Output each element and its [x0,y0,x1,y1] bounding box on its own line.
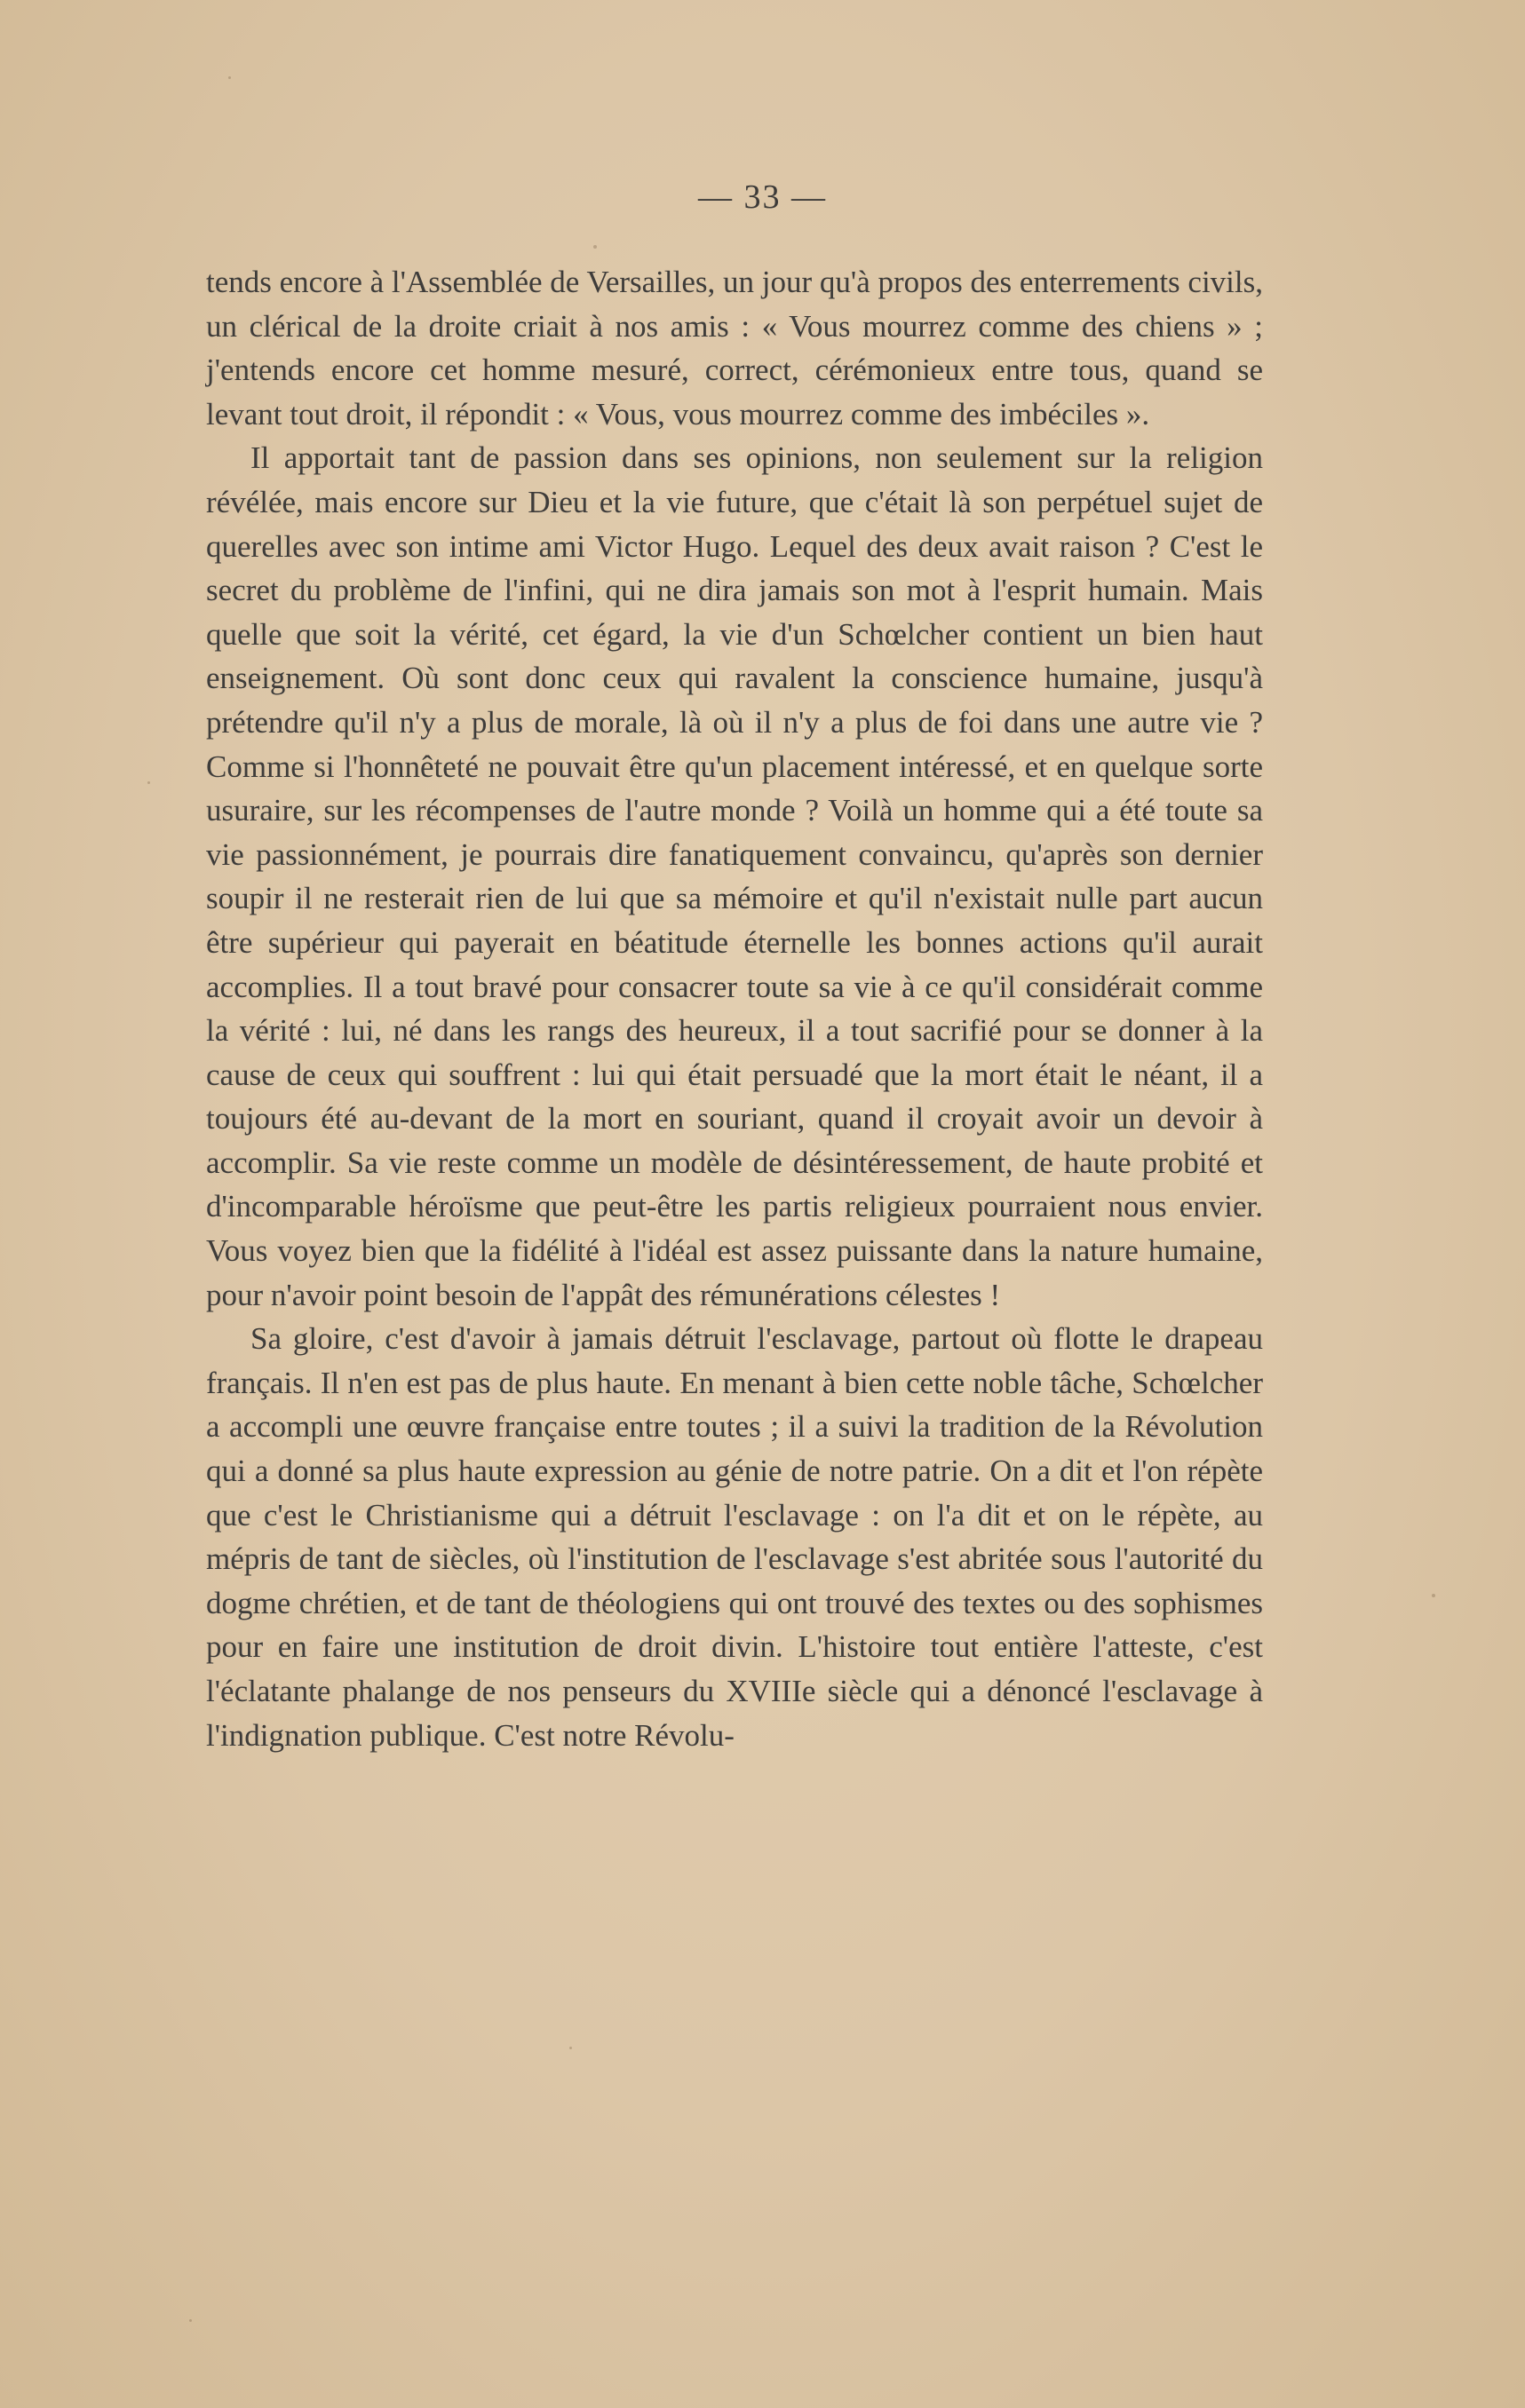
paper-speck [147,781,150,784]
paper-speck [228,76,231,79]
paragraph-passion: Il apportait tant de passion dans ses opinions, non seulement sur la religion révélée, mais encore sur Dieu et la vie future, que c'était là son perpétuel sujet de querelles avec son intime ami Victor Hugo. Lequel des deux avait raison ? C'est le secret du problème de l'infini, qui ne dira jamais son mot à l'esprit humain. Mais quelle que soit la vérité, cet égard, la vie d'un Schœlcher contient un bien haut enseignement. Où sont donc ceux qui ravalent la conscience humaine, jusqu'à prétendre qu'il n'y a plus de morale, là où il n'y a plus de foi dans une autre vie ? Comme si l'honnêteté ne pouvait être qu'un placement intéressé, et en quelque sorte usuraire, sur les récompenses de l'autre monde ? Voilà un homme qui a été toute sa vie passionnément, je pourrais dire fanatiquement convaincu, qu'après son dernier soupir il ne resterait rien de lui que sa mémoire et qu'il n'existait nulle part aucun être supérieur qui payerait en béatitude éternelle les bonnes actions qu'il aurait accomplies. Il a tout bravé pour consacrer toute sa vie à ce qu'il considérait comme la vérité : lui, né dans les rangs des heureux, il a tout sacrifié pour se donner à la cause de ceux qui souffrent : lui qui était persuadé que la mort était le néant, il a toujours été au-devant de la mort en souriant, quand il croyait avoir un devoir à accomplir. Sa vie reste comme un modèle de désintéressement, de haute probité et d'incomparable héroïsme que peut-être les partis religieux pourraient nous envier. Vous voyez bien que la fidélité à l'idéal est assez puissante dans la nature humaine, pour n'avoir point besoin de l'appât des rémunérations célestes ! [206,440,1263,1312]
paragraph-gloire: Sa gloire, c'est d'avoir à jamais détruit l'esclavage, partout où flotte le drapeau français. Il n'en est pas de plus haute. En menant à bien cette noble tâche, Schœlcher a accompli une œuvre française entre toutes ; il a suivi la tradition de la Révolution qui a donné sa plus haute expression au génie de notre patrie. On a dit et l'on répète que c'est le Christianisme qui a détruit l'esclavage : on l'a dit et on le répète, au mépris de tant de siècles, où l'institution de l'esclavage s'est abritée sous l'autorité du dogme chrétien, et de tant de théologiens qui ont trouvé des textes ou des sophismes pour en faire une institution de droit divin. L'histoire tout entière l'atteste, c'est l'éclatante phalange de nos penseurs du XVIIIe siècle qui a dénoncé l'esclavage à l'indignation publique. C'est notre Révolu- [206,1321,1263,1753]
paper-speck [569,2047,572,2049]
paragraph-continued: tends encore à l'Assemblée de Versailles, un jour qu'à propos des enterrements civils, un clérical de la droite criait à nos amis : « Vous mourrez comme des chiens » ; j'entends encore cet homme mesuré, correct, cérémonieux entre tous, quand se levant tout droit, il répondit : « Vous, vous mourrez comme des imbéciles ». [206,265,1263,432]
paper-speck [1239,282,1242,285]
body-text [206,260,1263,1757]
page-number: — 33 — [698,178,827,216]
paper-speck [1432,1594,1435,1597]
paper-speck [189,2319,192,2322]
paper-speck [593,245,597,249]
